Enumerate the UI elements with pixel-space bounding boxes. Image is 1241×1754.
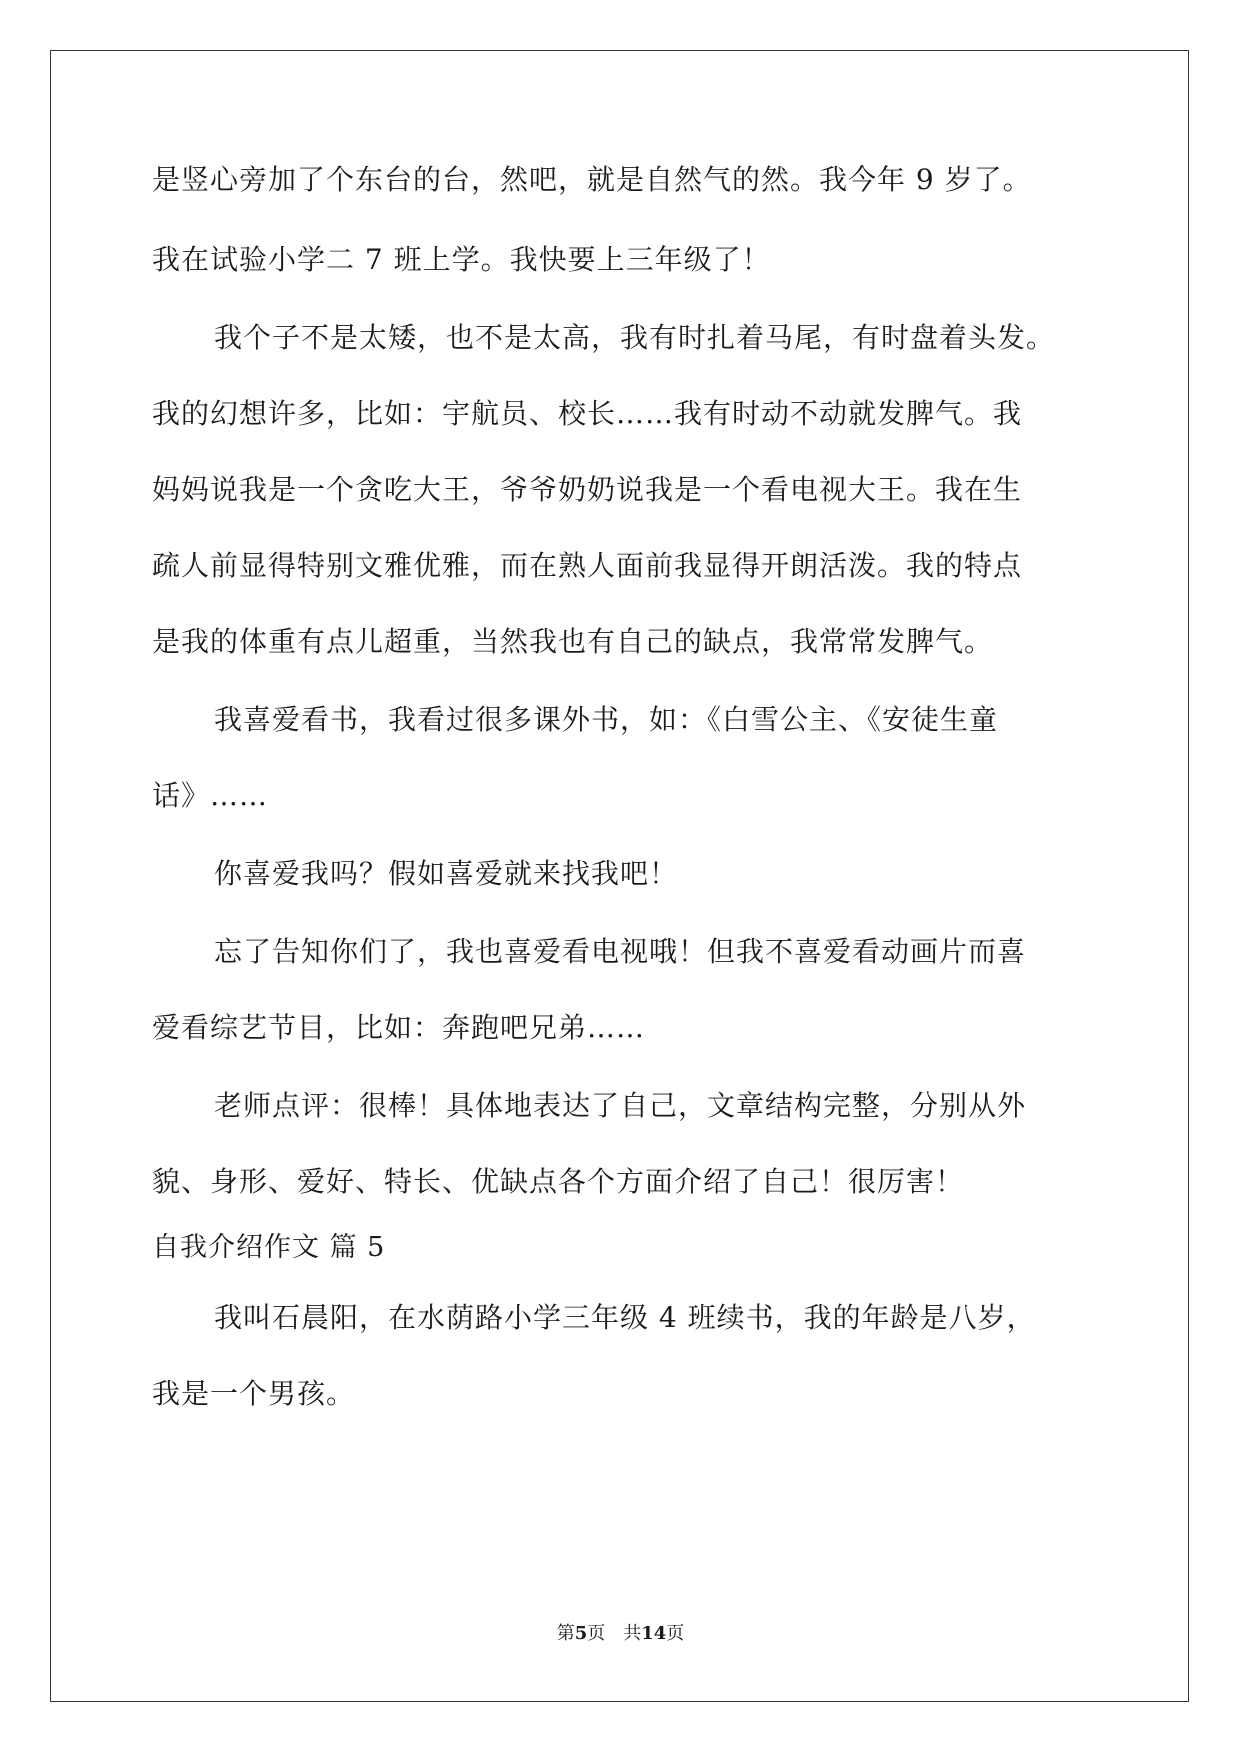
paragraph-start: 忘了告知你们了，我也喜爱看电视哦！但我不喜爱看动画片而喜 <box>214 935 1027 968</box>
section-heading: 自我介绍作文 篇 5 <box>152 1232 386 1263</box>
text-line: 妈妈说我是一个贪吃大王，爷爷奶奶说我是一个看电视大王。我在生 <box>152 473 1023 506</box>
text-line: 我的幻想许多，比如：宇航员、校长……我有时动不动就发脾气。我 <box>152 397 1023 430</box>
text-line: 我是一个男孩。 <box>152 1377 356 1410</box>
paragraph-start: 你喜爱我吗？假如喜爱就来找我吧！ <box>214 857 679 890</box>
text-line: 是我的体重有点儿超重，当然我也有自己的缺点，我常常发脾气。 <box>152 625 994 658</box>
text-line: 是竖心旁加了个东台的台，然吧，就是自然气的然。我今年 9 岁了。 <box>152 163 1032 196</box>
page-footer <box>0 1622 1241 1646</box>
text-line: 貌、身形、爱好、特长、优缺点各个方面介绍了自己！很厉害！ <box>152 1165 965 1198</box>
footer-page-suffix: 页 <box>587 1623 606 1644</box>
text-line: 话》…… <box>152 779 269 812</box>
footer-prefix: 第 <box>556 1623 575 1644</box>
current-page-number: 5 <box>574 1623 588 1644</box>
paragraph-start: 我喜爱看书，我看过很多课外书，如：《白雪公主、《安徒生童 <box>214 703 999 736</box>
footer-total-suffix: 页 <box>666 1623 685 1644</box>
text-line: 爱看综艺节目，比如：奔跑吧兄弟…… <box>152 1011 646 1044</box>
paragraph-start: 我个子不是太矮，也不是太高，我有时扎着马尾，有时盘着头发。 <box>214 321 1056 354</box>
text-line: 疏人前显得特别文雅优雅，而在熟人面前我显得开朗活泼。我的特点 <box>152 549 1023 582</box>
total-page-number: 14 <box>641 1623 667 1644</box>
footer-total-prefix: 共 <box>623 1623 642 1644</box>
paragraph-start: 老师点评：很棒！具体地表达了自己，文章结构完整，分别从外 <box>214 1089 1027 1122</box>
text-line: 我在试验小学二 7 班上学。我快要上三年级了！ <box>152 243 771 276</box>
paragraph-start: 我叫石晨阳，在水荫路小学三年级 4 班续书，我的年龄是八岁， <box>214 1301 1036 1334</box>
